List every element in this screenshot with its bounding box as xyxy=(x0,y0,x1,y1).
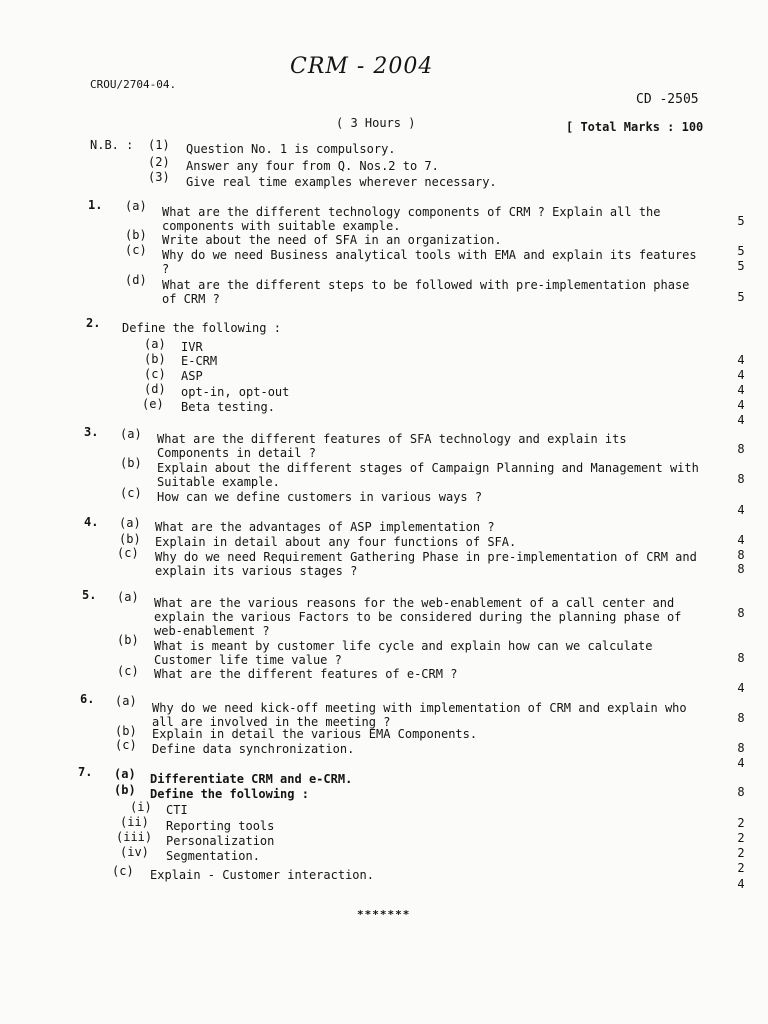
part-label: (b) xyxy=(119,532,141,546)
question-text: Explain about the different stages of Campaign Planning and Management with Suitable example. xyxy=(157,461,699,489)
note-text: Question No. 1 is compulsory. xyxy=(186,142,396,156)
question-text: Explain - Customer interaction. xyxy=(150,868,374,882)
question-text: What are the different features of SFA technology and explain its Components in detail ? xyxy=(157,432,627,460)
part-label: (iv) xyxy=(120,845,149,859)
question-number: 2. xyxy=(86,316,101,330)
question-number: 6. xyxy=(80,692,95,706)
marks: 4 xyxy=(737,503,745,517)
marks: 5 xyxy=(737,214,745,228)
question-text: How can we define customers in various ways ? xyxy=(157,490,483,504)
part-label: (i) xyxy=(130,800,152,814)
marks: 4 xyxy=(737,756,745,770)
question-number: 4. xyxy=(84,515,99,529)
marks: 2 xyxy=(737,816,745,830)
part-label: (b) xyxy=(115,724,137,738)
question-text: Write about the need of SFA in an organization. xyxy=(162,233,502,247)
item-text: Beta testing. xyxy=(181,400,275,414)
item-text: Reporting tools xyxy=(166,819,275,833)
part-label: (a) xyxy=(125,199,147,213)
marks: 4 xyxy=(737,383,745,397)
marks: 4 xyxy=(737,398,745,412)
part-label: (d) xyxy=(144,382,166,396)
note-num: (2) xyxy=(148,155,170,169)
part-label: (d) xyxy=(125,273,147,287)
part-label: (b) xyxy=(114,783,136,797)
part-label: (c) xyxy=(120,486,142,500)
question-number: 7. xyxy=(78,765,93,779)
question-text: What are the various reasons for the web-enablement of a call center and explain the various Factors to be considered during the planning phase of web-enablement ? xyxy=(154,596,682,638)
question-text: Why do we need Requirement Gathering Phase in pre-implementation of CRM and explain its various stages ? xyxy=(155,550,697,578)
marks: 8 xyxy=(737,562,745,576)
note-text: Answer any four from Q. Nos.2 to 7. xyxy=(186,159,439,173)
marks: 4 xyxy=(737,368,745,382)
part-label: (a) xyxy=(120,427,142,441)
note-text: Give real time examples wherever necessary. xyxy=(186,175,497,189)
part-label: (e) xyxy=(142,397,164,411)
question-text: Explain in detail about any four functions of SFA. xyxy=(155,535,517,549)
part-label: (c) xyxy=(112,864,134,878)
note-num: (3) xyxy=(148,170,170,184)
question-number: 5. xyxy=(82,588,97,602)
question-text: Explain in detail the various EMA Components. xyxy=(152,727,478,741)
part-label: (a) xyxy=(144,337,166,351)
marks: 2 xyxy=(737,831,745,845)
item-text: Personalization xyxy=(166,834,275,848)
part-label: (a) xyxy=(114,767,136,781)
marks: 4 xyxy=(737,353,745,367)
marks: 8 xyxy=(737,472,745,486)
part-label: (a) xyxy=(119,516,141,530)
part-label: (b) xyxy=(125,228,147,242)
question-number: 1. xyxy=(88,198,103,212)
question-text: What is meant by customer life cycle and explain how can we calculate Customer life time value ? xyxy=(154,639,653,667)
question-text: What are the advantages of ASP implementation ? xyxy=(155,520,495,534)
item-text: Segmentation. xyxy=(166,849,260,863)
marks: 4 xyxy=(737,877,745,891)
marks: 8 xyxy=(737,785,745,799)
part-label: (a) xyxy=(115,694,137,708)
item-text: CTI xyxy=(166,803,188,817)
question-text: Define the following : xyxy=(150,787,309,801)
marks: 4 xyxy=(737,533,745,547)
marks: 2 xyxy=(737,861,745,875)
item-text: opt-in, opt-out xyxy=(181,385,290,399)
part-label: (iii) xyxy=(116,830,153,844)
part-label: (b) xyxy=(117,633,139,647)
part-label: (a) xyxy=(117,590,139,604)
duration: ( 3 Hours ) xyxy=(336,116,416,130)
marks: 8 xyxy=(737,606,745,620)
part-label: (c) xyxy=(125,243,147,257)
marks: 4 xyxy=(737,681,745,695)
total-marks: [ Total Marks : 100 xyxy=(566,120,704,134)
marks: 5 xyxy=(737,244,745,258)
marks: 8 xyxy=(737,442,745,456)
marks: 4 xyxy=(737,413,745,427)
marks: 8 xyxy=(737,548,745,562)
notes-label: N.B. : xyxy=(90,138,134,152)
marks: 5 xyxy=(737,259,745,273)
end-stars: ******* xyxy=(357,908,411,921)
marks: 5 xyxy=(737,290,745,304)
question-text: What are the different features of e-CRM ? xyxy=(154,667,458,681)
handwritten-title: CRM - 2004 xyxy=(290,54,434,79)
part-label: (c) xyxy=(117,546,139,560)
part-label: (c) xyxy=(144,367,166,381)
question-text: Why do we need Business analytical tools with EMA and explain its features ? xyxy=(162,248,697,276)
marks: 8 xyxy=(737,711,745,725)
question-text: Why do we need kick-off meeting with implementation of CRM and explain who all are involved in the meeting ? xyxy=(152,701,687,729)
part-label: (c) xyxy=(115,738,137,752)
question-text: What are the different steps to be followed with pre-implementation phase of CRM ? xyxy=(162,278,690,306)
question-number: 3. xyxy=(84,425,99,439)
part-label: (ii) xyxy=(120,815,149,829)
item-text: ASP xyxy=(181,369,203,383)
marks: 8 xyxy=(737,651,745,665)
marks: 8 xyxy=(737,741,745,755)
item-text: IVR xyxy=(181,340,203,354)
item-text: E-CRM xyxy=(181,354,218,368)
note-num: (1) xyxy=(148,138,170,152)
part-label: (b) xyxy=(144,352,166,366)
question-text: Define data synchronization. xyxy=(152,742,355,756)
center-code: CD -2505 xyxy=(636,92,699,107)
question-text: Differentiate CRM and e-CRM. xyxy=(150,772,353,786)
question-text: What are the different technology components of CRM ? Explain all the components with suitable example. xyxy=(162,205,661,233)
paper-code: CROU/2704-04. xyxy=(90,78,177,91)
marks: 2 xyxy=(737,846,745,860)
part-label: (b) xyxy=(120,456,142,470)
question-text: Define the following : xyxy=(122,321,281,335)
part-label: (c) xyxy=(117,664,139,678)
